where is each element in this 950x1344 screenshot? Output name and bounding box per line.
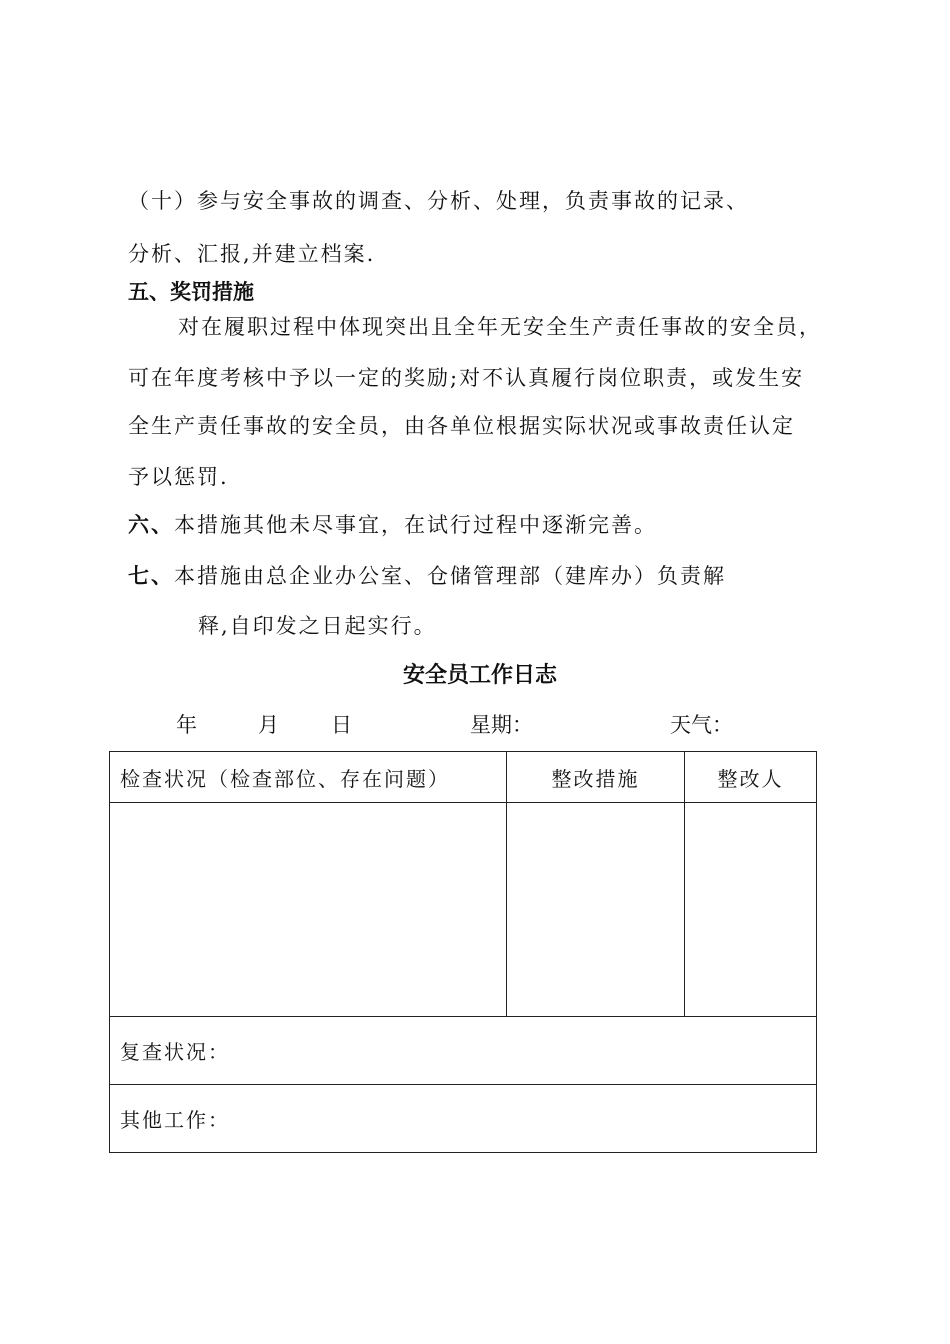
other-work-row [110, 1085, 817, 1153]
table-header-row [110, 752, 817, 803]
section7-number: 七、 [128, 564, 174, 588]
month-label: 月 [258, 713, 279, 737]
other-work-label: 其他工作： [120, 1108, 230, 1132]
section5-heading: 五、奖罚措施 [128, 280, 254, 304]
person-cell[interactable] [685, 803, 817, 1017]
work-log-table [109, 751, 817, 1153]
section5-paragraph-line4: 予以惩罚. [128, 465, 229, 489]
measures-cell[interactable] [507, 803, 685, 1017]
section6 [128, 511, 657, 539]
weekday-label: 星期： [470, 713, 533, 737]
other-work-cell[interactable] [110, 1085, 817, 1153]
inspection-cell[interactable] [110, 803, 507, 1017]
section6-number: 六、 [128, 513, 174, 537]
header-measures: 整改措施 [507, 752, 685, 803]
section5-paragraph-line3: 全生产责任事故的安全员，由各单位根据实际状况或事故责任认定 [128, 414, 795, 438]
log-title: 安全员工作日志 [402, 663, 557, 688]
header-inspection: 检查状况（检查部位、存在问题） [110, 752, 507, 803]
section5-paragraph-line1: 对在履职过程中体现突出且全年无安全生产责任事故的安全员， [178, 315, 822, 339]
item10-line1: （十）参与安全事故的调查、分析、处理，负责事故的记录、 [128, 189, 749, 213]
year-label: 年 [176, 713, 197, 737]
recheck-row [110, 1017, 817, 1085]
header-person: 整改人 [685, 752, 817, 803]
section7-text-line1: 本措施由总企业办公室、仓储管理部（建库办）负责解 [174, 564, 726, 588]
weather-label: 天气： [670, 713, 733, 737]
recheck-cell[interactable] [110, 1017, 817, 1085]
section5-paragraph-line2: 可在年度考核中予以一定的奖励;对不认真履行岗位职责，或发生安 [128, 366, 805, 390]
recheck-label: 复查状况： [120, 1040, 230, 1064]
item10-line2: 分析、汇报,并建立档案. [128, 242, 376, 266]
day-label: 日 [331, 713, 352, 737]
section7 [128, 562, 726, 590]
section6-text: 本措施其他未尽事宜，在试行过程中逐渐完善。 [174, 513, 657, 537]
table-entry-row [110, 803, 817, 1017]
section7-text-line2: 释,自印发之日起实行。 [198, 614, 437, 638]
